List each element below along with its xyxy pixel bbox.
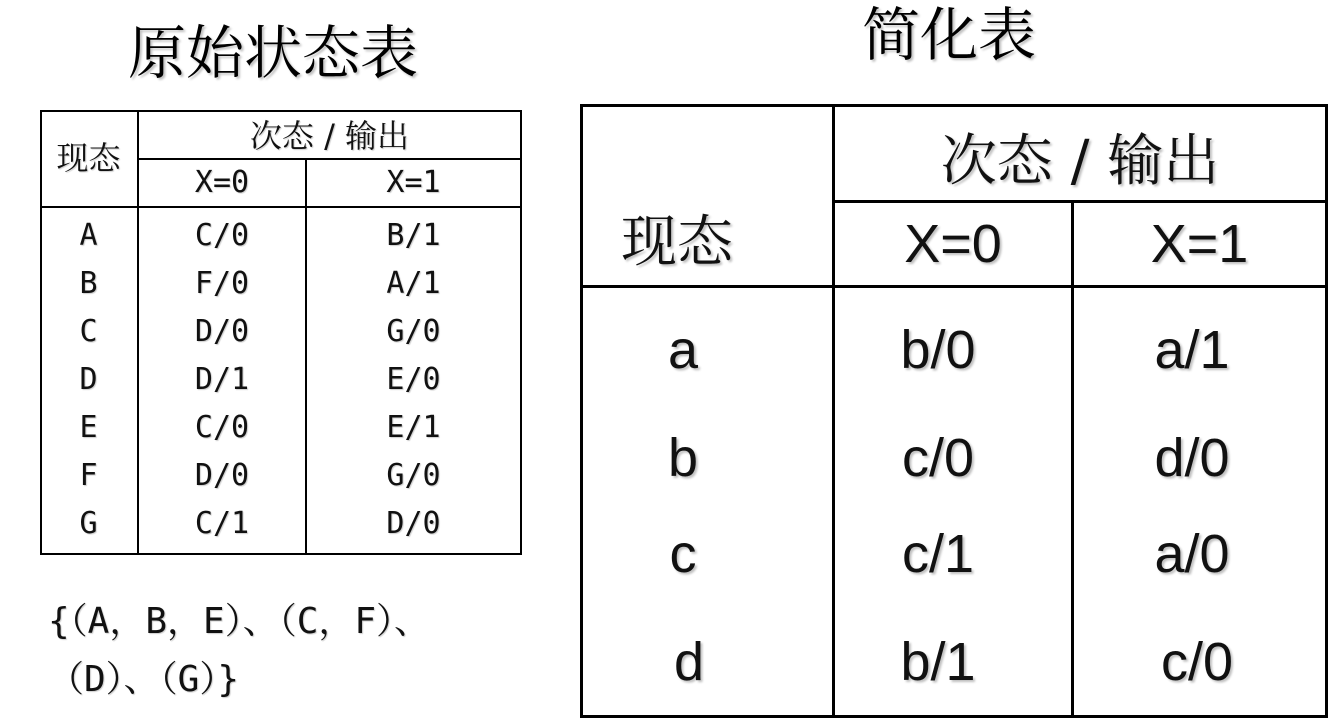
row-A-x1: B/1 bbox=[386, 218, 441, 253]
row-state-E: E bbox=[79, 410, 98, 445]
row-state-a: a bbox=[667, 320, 699, 380]
header-present-state: 现态 bbox=[56, 139, 121, 177]
row-state-G: G bbox=[79, 506, 98, 541]
row-B-x1: A/1 bbox=[386, 266, 441, 301]
row-D-x0: D/1 bbox=[194, 362, 250, 397]
header-x1: X=1 bbox=[1150, 214, 1249, 274]
header-bottom-line bbox=[40, 206, 522, 208]
equivalence-partition-line-1: {（A，B，E）、（C，F）、 bbox=[48, 601, 431, 642]
row-state-A: A bbox=[79, 218, 98, 253]
original-state-table bbox=[40, 110, 522, 555]
row-E-x0: C/0 bbox=[194, 410, 250, 445]
row-a-x0: b/0 bbox=[900, 320, 976, 380]
row-c-x1: a/0 bbox=[1154, 524, 1230, 584]
row-D-x1: E/0 bbox=[386, 362, 441, 397]
header-x1: X=1 bbox=[386, 165, 441, 200]
row-G-x1: D/0 bbox=[386, 506, 441, 541]
header-next-state-output: 次态 / 输出 bbox=[249, 117, 410, 155]
row-state-d: d bbox=[673, 632, 705, 692]
row-G-x0: C/1 bbox=[194, 506, 250, 541]
row-a-x1: a/1 bbox=[1154, 320, 1230, 380]
equivalence-partition-line-2: （D）、（G）} bbox=[48, 659, 240, 700]
row-c-x0: c/1 bbox=[901, 524, 975, 584]
row-state-b: b bbox=[667, 428, 699, 488]
header-x0: X=0 bbox=[904, 214, 1002, 274]
table-border-right bbox=[520, 110, 522, 555]
table-border-bottom bbox=[580, 715, 1328, 718]
row-d-x0: b/1 bbox=[900, 632, 976, 692]
row-d-x1: c/0 bbox=[1160, 632, 1234, 692]
row-state-C: C bbox=[79, 314, 98, 349]
header-x0: X=0 bbox=[194, 165, 250, 200]
header-next-state-output: 次态 / 输出 bbox=[940, 129, 1220, 194]
original-table-title: 原始状态表 bbox=[128, 19, 419, 87]
simplified-state-table bbox=[580, 104, 1328, 718]
simplified-table-title: 简化表 bbox=[862, 1, 1037, 69]
row-B-x0: F/0 bbox=[194, 266, 250, 301]
table-border-right bbox=[1325, 104, 1328, 718]
row-F-x0: D/0 bbox=[194, 458, 250, 493]
row-C-x0: D/0 bbox=[194, 314, 250, 349]
row-b-x0: c/0 bbox=[901, 428, 975, 488]
row-E-x1: E/1 bbox=[386, 410, 441, 445]
row-state-B: B bbox=[79, 266, 98, 301]
row-A-x0: C/0 bbox=[194, 218, 250, 253]
row-b-x1: d/0 bbox=[1154, 428, 1230, 488]
row-F-x1: G/0 bbox=[386, 458, 441, 493]
row-state-D: D bbox=[79, 362, 98, 397]
table-border-top bbox=[580, 104, 1328, 107]
table-border-bottom bbox=[40, 553, 522, 555]
row-C-x1: G/0 bbox=[386, 314, 441, 349]
row-state-F: F bbox=[79, 458, 98, 493]
row-state-c: c bbox=[669, 524, 697, 584]
header-present-state: 现态 bbox=[621, 210, 733, 275]
